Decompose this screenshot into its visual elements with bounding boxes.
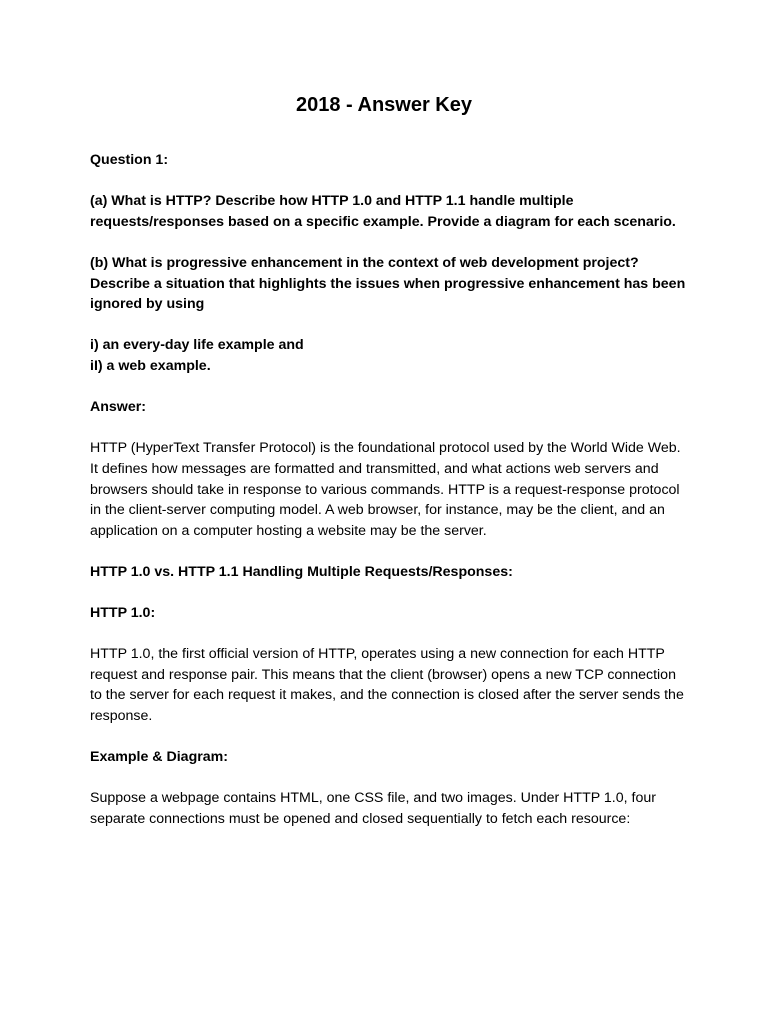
document-body	[90, 150, 690, 850]
example-heading: Example & Diagram:	[90, 749, 228, 766]
question-b-part-i: i) an every-day life example and	[90, 337, 304, 354]
question-b-parts	[90, 335, 690, 376]
answer-heading: Answer:	[90, 399, 146, 416]
question-b-part-ii: iI) a web example.	[90, 357, 211, 374]
question-a: (a) What is HTTP? Describe how HTTP 1.0 and HTTP 1.1 handle multiple requests/responses based on a specific example. Provide a diagram for each scenario.	[90, 193, 676, 230]
question-b: (b) What is progressive enhancement in the context of web development project? Describe a situation that highlights the issues when progressive enhancement has been ignored by using	[90, 254, 686, 313]
question-heading: Question 1:	[90, 152, 169, 168]
http10-paragraph: HTTP 1.0, the first official version of HTTP, operates using a new connection for each HTTP request and response pair. This means that the client (browser) opens a new TCP connection to the server for each request it makes, and the connection is closed after the server sends the response.	[90, 646, 684, 725]
page-title: 2018 - Answer Key	[295, 94, 472, 116]
answer-intro-paragraph: HTTP (HyperText Transfer Protocol) is the foundational protocol used by the World Wide Web. It defines how messages are formatted and transmitted, and what actions web servers and browsers should take in response to various commands. HTTP is a request-response protocol in the client-server computing model. A web browser, for instance, may be the client, and an application on a computer hosting a website may be the server.	[90, 440, 681, 539]
example-paragraph: Suppose a webpage contains HTML, one CSS file, and two images. Under HTTP 1.0, four separate connections must be opened and closed sequentially to fetch each resource:	[90, 790, 656, 827]
http10-heading: HTTP 1.0:	[90, 605, 156, 622]
comparison-heading: HTTP 1.0 vs. HTTP 1.1 Handling Multiple Requests/Responses:	[90, 563, 513, 580]
